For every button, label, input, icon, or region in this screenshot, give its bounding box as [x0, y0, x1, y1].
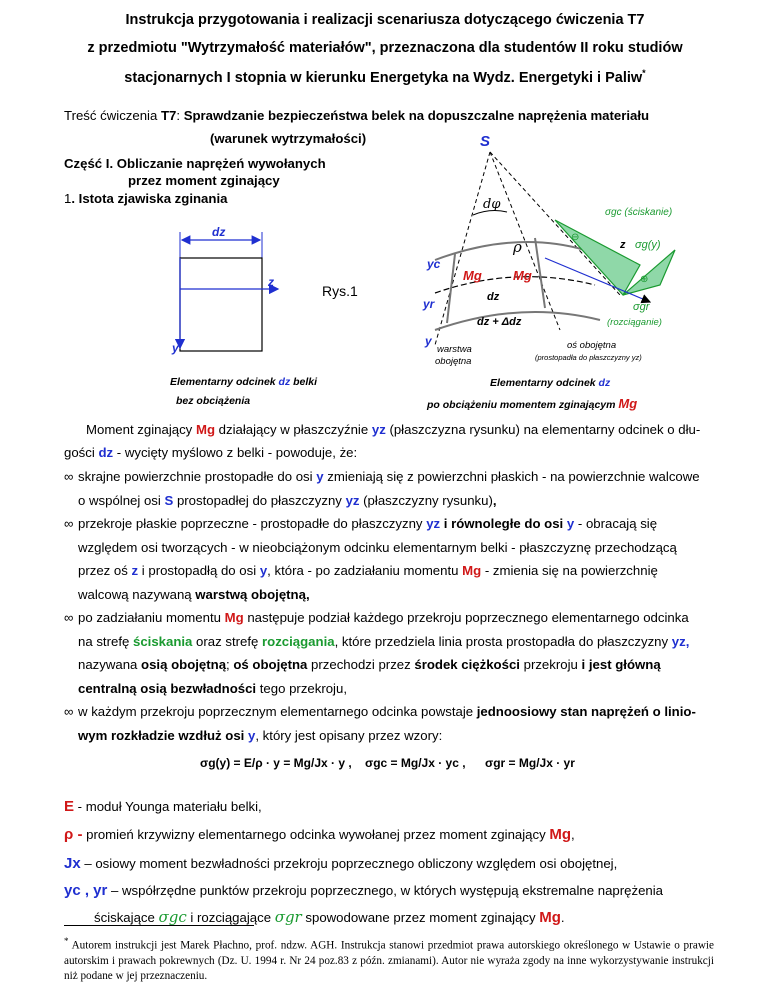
label-z-right: z	[620, 239, 626, 251]
label-dz-ddz: dz + Δdz	[477, 316, 522, 328]
label-y: y	[172, 341, 179, 355]
def-yc-yr-2: ściskające σgc i rozciągające σgr spowodowane przez moment zginający Mg.	[94, 908, 565, 926]
label-yc: yc	[427, 257, 441, 271]
caption-left-1: Elementarny odcinek dz belki	[170, 376, 318, 388]
label-sgy: σg(y)	[635, 239, 661, 251]
intro-paragraph-2: gości dz - wycięty myślowo z belki - powoduje, że:	[64, 445, 358, 460]
caption-left-2: bez obciążenia	[176, 395, 251, 407]
label-dphi: dφ	[483, 197, 501, 212]
label-warstwa-2: obojętna	[435, 356, 472, 367]
label-sgc: σgc (ściskanie)	[605, 207, 673, 218]
topic-line: Treść ćwiczenia T7: Sprawdzanie bezpieczeństwa belek na dopuszczalne naprężenia materiału	[64, 108, 650, 123]
label-y-right: y	[425, 334, 432, 348]
footnote-mark: *	[642, 68, 646, 78]
label-z: z	[268, 275, 274, 289]
bullet-2: ∞ przekroje płaskie poprzeczne - prostopadłe do płaszczyzny yz i równoległe do osi y - obracają się względem osi tworzących - w nieobciążonym odcinku elementarnym belki - płaszczyznę przechodzącą przez oś z i prostopadłą do osi y, która - po zadziałaniu momentu Mg - zmienia się na powierzchnię walcową nazywaną warstwą obojętną,	[64, 516, 677, 602]
figure-right	[395, 130, 695, 420]
label-Mg-1: Mg	[463, 268, 482, 283]
bullet-4: ∞ w każdym przekroju poprzecznym elementarnego odcinka powstaje jednoosiowy stan naprężeń o linio- wym rozkładzie wzdłuż osi y, który jest opisany przez wzory:	[64, 704, 696, 743]
label-dz: dz	[212, 225, 226, 239]
label-rys: Rys.1	[322, 283, 358, 299]
caption-right-1: Elementarny odcinek dz	[490, 377, 611, 389]
label-os-2: (prostopadła do płaszczyzny yz)	[535, 353, 642, 362]
topic-subtitle: (warunek wytrzymałości)	[210, 131, 367, 146]
label-S: S	[480, 133, 491, 150]
header-line-3: stacjonarnych I stopnia w kierunku Energetyka na Wydz. Energetyki i Paliw*	[124, 68, 646, 86]
intro-paragraph: Moment zginający Mg działający w płaszczyźnie yz (płaszczyzna rysunku) na elementarny odcinek o dłu-	[86, 422, 701, 437]
header-line-2: z przedmiotu "Wytrzymałość materiałów", przeznaczona dla studentów II roku studiów	[87, 40, 683, 56]
bullet-1: ∞ skrajne powierzchnie prostopadłe do osi y zmieniają się z powierzchni płaskich - na powierzchnie walcowe o wspólnej osi S prostopadłej do płaszczyzny yz (płaszczyzny rysunku),	[64, 469, 700, 508]
plus-icon: ⊕	[640, 274, 649, 285]
formula-sigma-gc: σgc = Mg/Jx · yc ,	[365, 756, 466, 770]
caption-right-2: po obciążeniu momentem zginającym Mg	[427, 396, 638, 411]
label-yr: yr	[423, 297, 435, 311]
part-title-2: przez moment zginający	[128, 173, 280, 188]
label-rho: ρ	[513, 238, 522, 256]
minus-icon: ⊖	[571, 232, 580, 243]
formula-sigma-gr: σgr = Mg/Jx · yr	[485, 756, 575, 770]
section-title: 1. Istota zjawiska zginania	[64, 191, 228, 206]
label-rozciaganie: (rozciąganie)	[607, 317, 662, 328]
figure-left	[150, 220, 390, 415]
footnote: * Autorem instrukcji jest Marek Płachno, prof. ndzw. AGH. Instrukcja stanowi przedmiot prawa autorskiego określonego w Ustawie o prawie autorskim i prawach pokrewnych (Dz. U. 1994 r. Nr 24 poz.83 z późn. zmianami). Autor nie wyraża zgody na inne wykorzystywanie instrukcji niż podane w jej przeznaczeniu.	[64, 936, 714, 982]
label-dz-right: dz	[487, 291, 500, 303]
label-Mg-2: Mg	[513, 268, 532, 283]
label-os-1: oś obojętna	[567, 340, 617, 351]
label-warstwa-1: warstwa	[437, 344, 472, 355]
bullet-3: ∞ po zadziałaniu momentu Mg następuje podział każdego przekroju poprzecznego elementarnego odcinka na strefę ściskania oraz strefę rozciągania, które przedziela linia prosta prostopadła do płaszczyzny yz, nazywana osią obojętną; oś obojętna przechodzi przez środek ciężkości przekroju i jest główną centralną osią bezwładności tego przekroju,	[64, 610, 690, 696]
formula-sigma-y: σg(y) = E/ρ · y = Mg/Jx · y ,	[200, 756, 352, 770]
def-E: E - moduł Younga materiału belki,	[64, 798, 262, 815]
def-Jx: Jx – osiowy moment bezwładności przekroju poprzecznego obliczony względem osi obojętnej,	[64, 855, 618, 872]
def-rho: ρ - promień krzywizny elementarnego odcinka wywołanej przez moment zginający Mg,	[64, 826, 575, 843]
def-yc-yr: yc , yr – współrzędne punktów przekroju poprzecznego, w których występują ekstremalne naprężenia	[64, 882, 664, 899]
part-title-1: Część I. Obliczanie naprężeń wywołanych	[64, 156, 326, 171]
footnote-rule	[64, 925, 254, 926]
label-sgr: σgr	[633, 301, 650, 313]
header-line-1: Instrukcja przygotowania i realizacji scenariusza dotyczącego ćwiczenia T7	[125, 12, 645, 28]
